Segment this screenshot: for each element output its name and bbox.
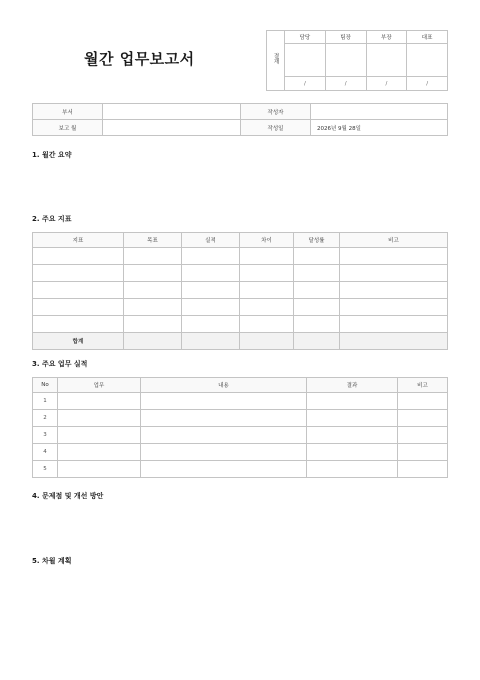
approval-role-team-leader: 팀장 [325, 31, 366, 44]
table-cell[interactable] [182, 316, 240, 333]
section-issues-improvements: 4. 문제점 및 개선 방안 [32, 492, 104, 500]
table-cell[interactable] [294, 299, 340, 316]
row-number: 1 [33, 393, 58, 410]
table-cell[interactable] [124, 316, 182, 333]
task-col-content: 내용 [141, 378, 307, 393]
table-row [33, 410, 448, 427]
section-key-metrics: 2. 주요 지표 [32, 215, 72, 223]
table-cell[interactable] [240, 333, 294, 350]
section-key-tasks: 3. 주요 업무 실적 [32, 360, 88, 368]
table-cell[interactable] [340, 248, 448, 265]
table-cell[interactable] [124, 248, 182, 265]
table-cell[interactable] [340, 299, 448, 316]
table-cell[interactable] [307, 410, 398, 427]
table-cell[interactable] [182, 333, 240, 350]
section-monthly-summary: 1. 월간 요약 [32, 151, 72, 159]
table-cell[interactable] [182, 299, 240, 316]
table-cell[interactable] [58, 410, 141, 427]
table-cell[interactable] [307, 427, 398, 444]
table-cell[interactable] [141, 461, 307, 478]
signature-box-team-leader[interactable] [325, 44, 366, 77]
table-cell[interactable] [58, 427, 141, 444]
table-cell[interactable] [240, 282, 294, 299]
table-cell[interactable] [294, 282, 340, 299]
table-cell[interactable] [124, 282, 182, 299]
month-field[interactable] [103, 120, 241, 136]
table-row [33, 461, 448, 478]
table-cell[interactable] [33, 299, 124, 316]
table-cell[interactable] [294, 333, 340, 350]
table-cell[interactable] [33, 265, 124, 282]
table-cell[interactable] [33, 316, 124, 333]
task-col-task: 업무 [58, 378, 141, 393]
table-cell[interactable] [240, 299, 294, 316]
approval-table [266, 30, 448, 91]
kpi-total-label: 합계 [33, 333, 124, 350]
dept-field[interactable] [103, 104, 241, 120]
table-cell[interactable] [141, 410, 307, 427]
approval-role-staff: 담당 [285, 31, 326, 44]
table-cell[interactable] [294, 248, 340, 265]
table-cell[interactable] [240, 316, 294, 333]
row-number: 3 [33, 427, 58, 444]
table-cell[interactable] [398, 427, 448, 444]
table-cell[interactable] [398, 410, 448, 427]
approval-role-ceo: 대표 [407, 31, 448, 44]
task-table [32, 377, 448, 478]
approval-label [267, 31, 285, 91]
table-cell[interactable] [307, 444, 398, 461]
table-row [33, 248, 448, 265]
table-row [33, 265, 448, 282]
section-next-month-plan: 5. 차월 계획 [32, 557, 72, 565]
kpi-col-diff: 차이 [240, 233, 294, 248]
table-cell[interactable] [124, 299, 182, 316]
table-cell[interactable] [182, 265, 240, 282]
page-title: 월간 업무보고서 [84, 50, 195, 68]
signature-box-manager[interactable] [366, 44, 407, 77]
table-cell[interactable] [340, 265, 448, 282]
table-cell[interactable] [33, 248, 124, 265]
month-label: 보고 월 [33, 120, 103, 136]
table-cell[interactable] [294, 316, 340, 333]
table-cell[interactable] [398, 393, 448, 410]
table-cell[interactable] [340, 316, 448, 333]
table-row [33, 444, 448, 461]
kpi-total-row [33, 333, 448, 350]
signature-box-ceo[interactable] [407, 44, 448, 77]
sign-date-staff[interactable]: / [285, 77, 326, 91]
signature-box-staff[interactable] [285, 44, 326, 77]
table-cell[interactable] [58, 444, 141, 461]
table-row [33, 393, 448, 410]
table-cell[interactable] [307, 461, 398, 478]
sign-date-ceo[interactable]: / [407, 77, 448, 91]
table-cell[interactable] [294, 265, 340, 282]
table-row [33, 299, 448, 316]
row-number: 4 [33, 444, 58, 461]
row-number: 5 [33, 461, 58, 478]
writer-field[interactable] [311, 104, 448, 120]
table-cell[interactable] [240, 248, 294, 265]
date-field[interactable]: 2026년 9월 28일 [311, 120, 448, 136]
table-cell[interactable] [141, 444, 307, 461]
info-table [32, 103, 448, 136]
writer-label: 작성자 [241, 104, 311, 120]
task-col-no: No [33, 378, 58, 393]
table-cell[interactable] [398, 444, 448, 461]
table-cell[interactable] [240, 265, 294, 282]
table-cell[interactable] [124, 333, 182, 350]
table-cell[interactable] [124, 265, 182, 282]
kpi-col-note: 비고 [340, 233, 448, 248]
task-col-note: 비고 [398, 378, 448, 393]
table-cell[interactable] [58, 393, 141, 410]
row-number: 2 [33, 410, 58, 427]
approval-role-manager: 부장 [366, 31, 407, 44]
kpi-col-metric: 지표 [33, 233, 124, 248]
table-cell[interactable] [141, 393, 307, 410]
table-cell[interactable] [58, 461, 141, 478]
sign-date-manager[interactable]: / [366, 77, 407, 91]
table-row [33, 282, 448, 299]
kpi-col-rate: 달성률 [294, 233, 340, 248]
table-row [33, 316, 448, 333]
table-row [33, 427, 448, 444]
table-cell[interactable] [182, 282, 240, 299]
approval-label-text: 결재 [272, 53, 279, 64]
task-col-result: 결과 [307, 378, 398, 393]
sign-date-team-leader[interactable]: / [325, 77, 366, 91]
table-cell[interactable] [340, 333, 448, 350]
date-label: 작성일 [241, 120, 311, 136]
table-cell[interactable] [398, 461, 448, 478]
dept-label: 부서 [33, 104, 103, 120]
table-cell[interactable] [340, 282, 448, 299]
kpi-table [32, 232, 448, 350]
table-cell[interactable] [33, 282, 124, 299]
table-cell[interactable] [141, 427, 307, 444]
table-cell[interactable] [182, 248, 240, 265]
table-cell[interactable] [307, 393, 398, 410]
kpi-col-target: 목표 [124, 233, 182, 248]
kpi-col-actual: 실적 [182, 233, 240, 248]
